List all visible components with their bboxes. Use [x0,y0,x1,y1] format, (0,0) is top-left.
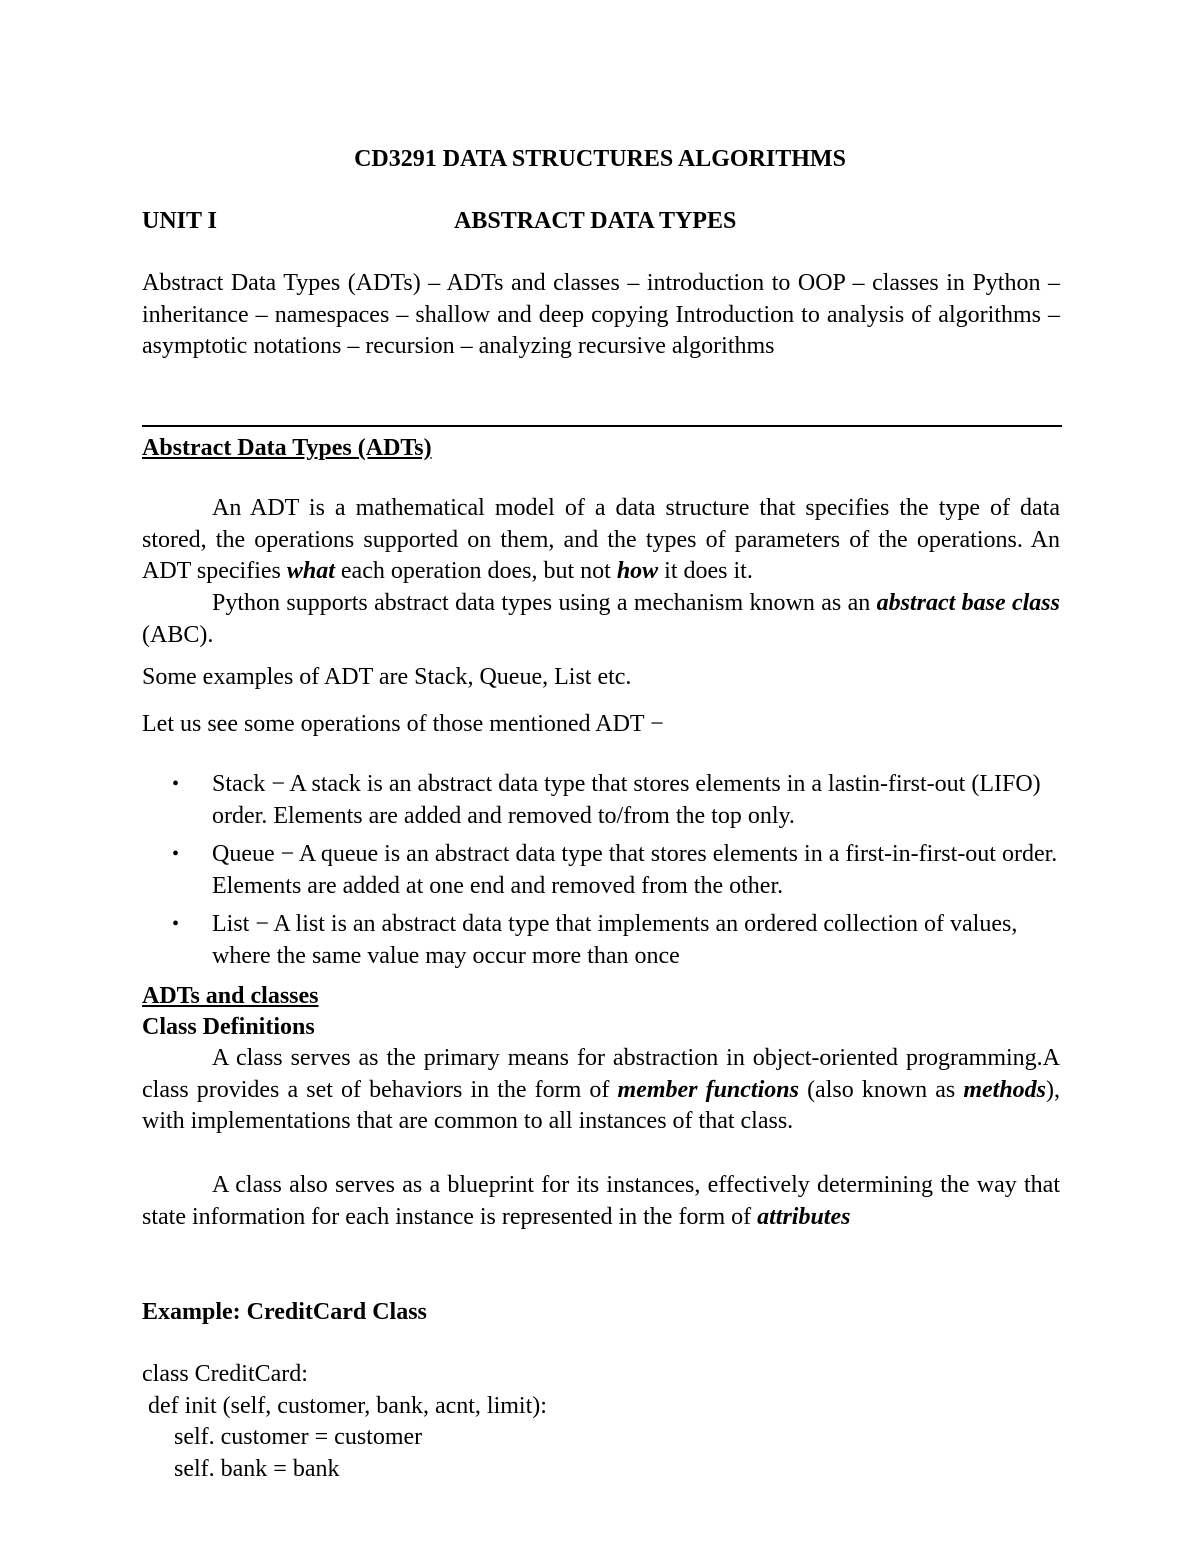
example-heading: Example: CreditCard Class [142,1299,427,1325]
unit-label: UNIT I [142,208,217,234]
unit-title: ABSTRACT DATA TYPES [454,208,737,234]
adt-definition-text: An ADT is a mathematical model of a data structure that specifies the type of data stored, the operations supported on them, and the types of parameters of the operations. An ADT specifies [142,495,1060,584]
list-item-list: • List − A list is an abstract data type that implements an ordered collection of values, where the same value may occur more than once [142,908,1060,972]
code-line-4: self. bank = bank [174,1456,340,1482]
emphasis-abstract-base-class: abstract base class [876,590,1060,616]
adt-operations-intro: Let us see some operations of those mentioned ADT − [142,711,664,737]
emphasis-attributes: attributes [757,1203,851,1230]
list-item-stack: • Stack − A stack is an abstract data type that stores elements in a lastin-first-out (LIFO) order. Elements are added and removed to/from the top only. [142,768,1060,832]
horizontal-rule [142,425,1062,427]
python-abc-text: Python supports abstract data types using a mechanism known as an [212,590,877,616]
emphasis-member-functions: member functions [617,1076,799,1103]
bullet: • [172,773,180,795]
section-heading-adts: Abstract Data Types (ADTs) [142,435,432,461]
bullet: • [172,843,180,865]
syllabus-paragraph: Abstract Data Types (ADTs) – ADTs and classes – introduction to OOP – classes in Python – inheritance – namespaces – shallow and deep copying Introduction to analysis of algorithms – asymptotic notations – recursion – analyzing recursive algorithms [142,270,1060,359]
emphasis-how: how [616,558,659,584]
adt-list [142,768,1060,978]
code-line-1: class CreditCard: [142,1361,308,1387]
adt-definition-text-3: it does it. [658,558,753,584]
python-abc-paragraph [142,588,1060,651]
class-abstraction-paragraph: A class serves as the primary means for abstraction in object-oriented programming.A class provides a set of behaviors in the form of member functions (also known as methods), with implementations that are common to all instances of that class. [142,1045,1061,1134]
subheading-class-definitions: Class Definitions [142,1014,315,1040]
code-line-2: def init (self, customer, bank, acnt, limit): [142,1393,547,1419]
bullet: • [172,913,180,935]
class-blueprint-paragraph: A class also serves as a blueprint for its instances, effectively determining the way that state information for each instance is represented in the form of attributes [142,1172,1060,1230]
code-line-3: self. customer = customer [174,1424,423,1450]
emphasis-what: what [286,558,335,584]
list-item-queue: • Queue − A queue is an abstract data type that stores elements in a first-in-first-out order. Elements are added at one end and removed from the other. [142,838,1060,902]
adt-definition-paragraph [142,493,1060,588]
adt-definition-text-2: each operation does, but not [334,558,617,584]
emphasis-methods: methods [963,1076,1047,1103]
adt-examples-paragraph: Some examples of ADT are Stack, Queue, List etc. [142,664,632,690]
document-title: CD3291 DATA STRUCTURES ALGORITHMS [354,146,846,172]
python-abc-text-2: (ABC). [142,621,214,648]
section-heading-adts-classes: ADTs and classes [142,983,319,1009]
